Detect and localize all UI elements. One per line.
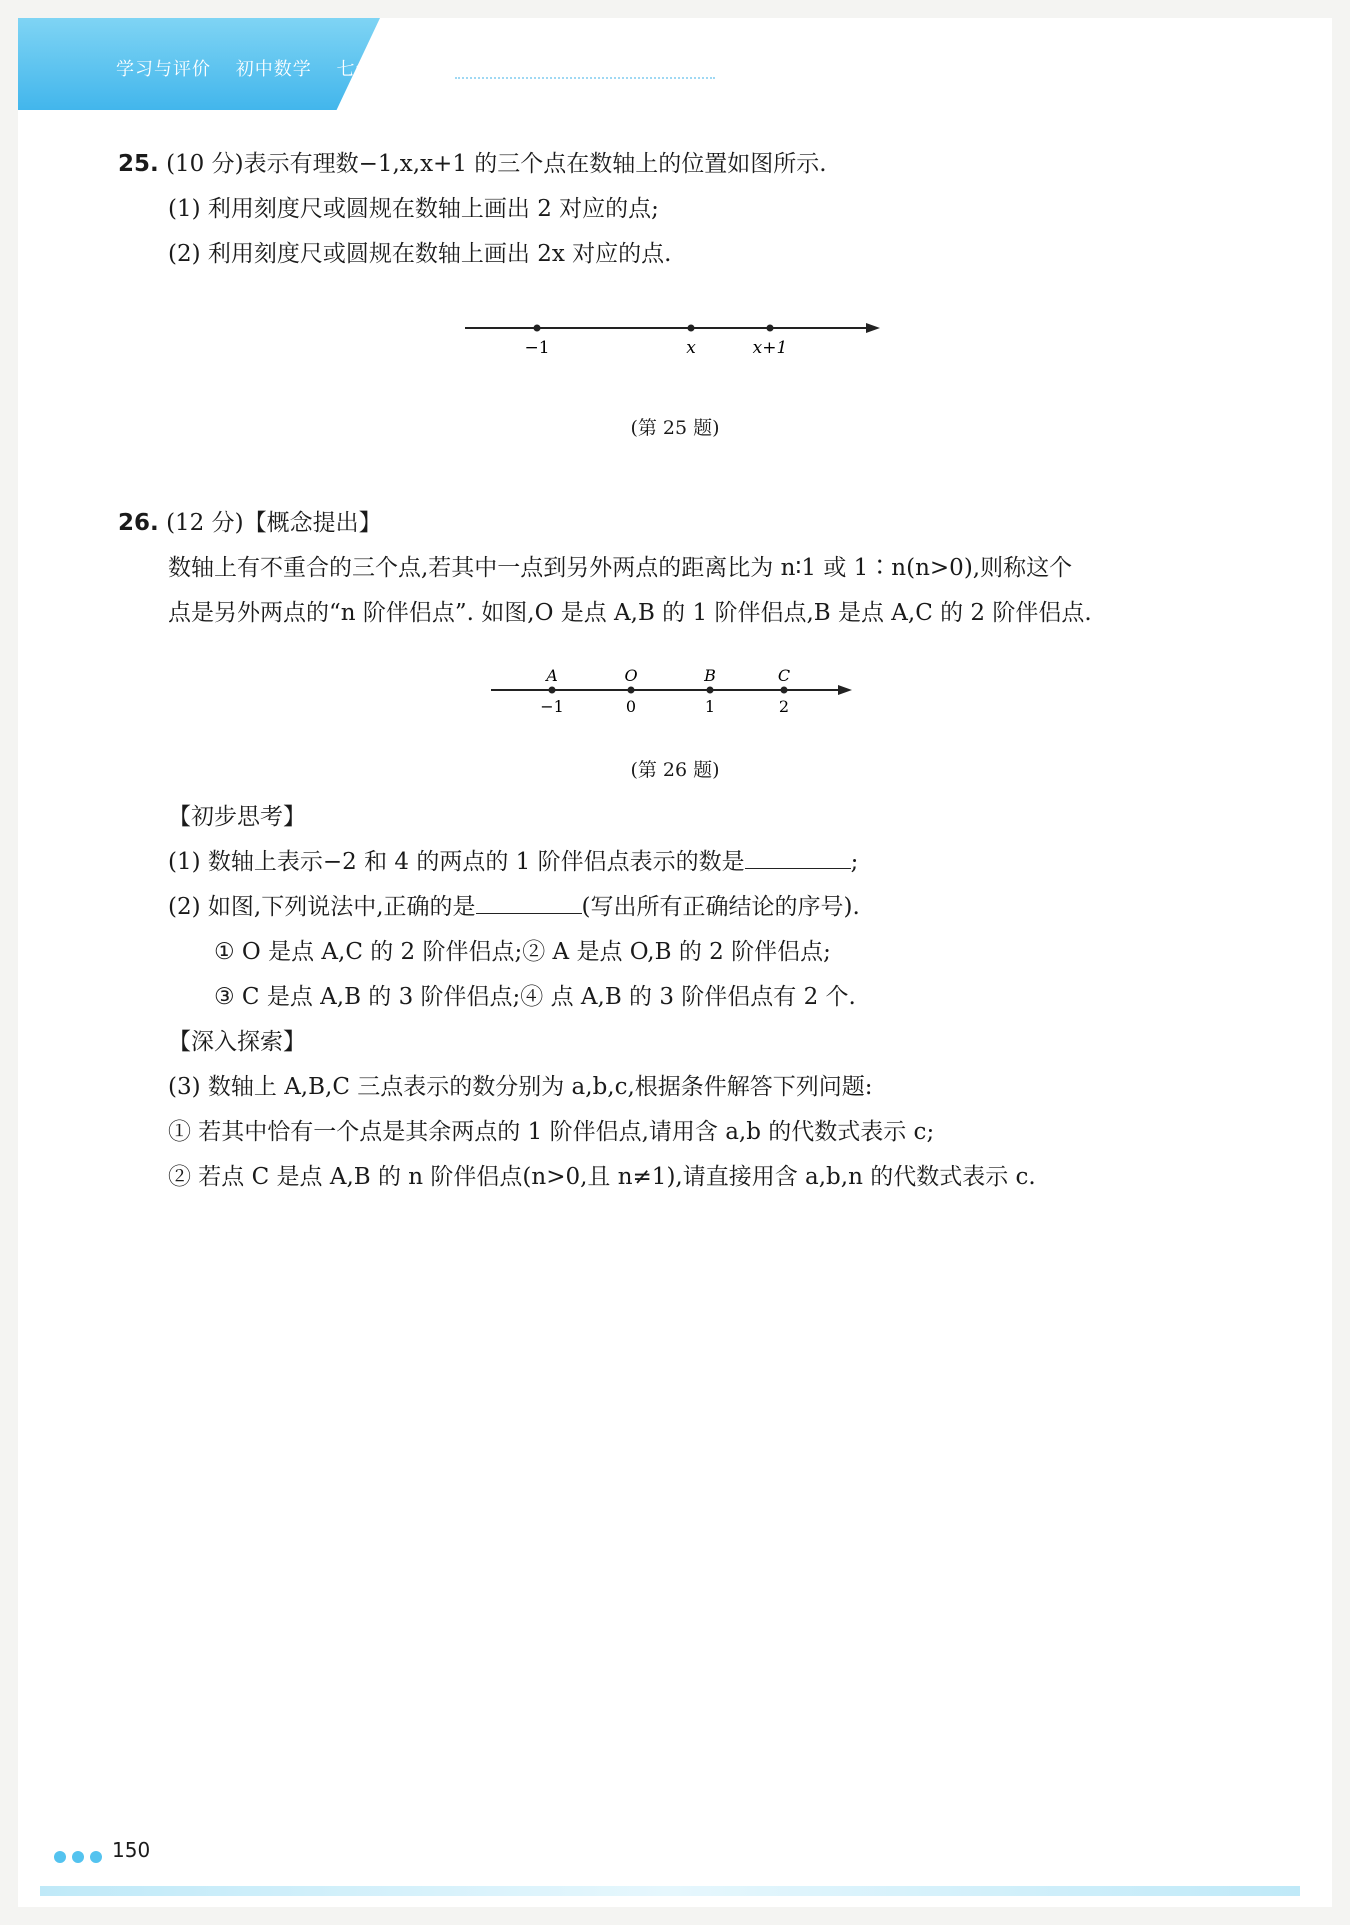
q26-value-0: 0 [625,697,637,716]
q26-part2-end: (写出所有正确结论的序号). [581,894,860,920]
q26-part3: (3) 数轴上 A,B,C 三点表示的数分别为 a,b,c,根据条件解答下列问题: [168,1074,873,1100]
page-number: 150 [112,1838,151,1862]
q26-definition-line2: 点是另外两点的“n 阶伴侣点”. 如图,O 是点 A,B 的 1 阶伴侣点,B 是点 A,C 的 2 阶伴侣点. [168,600,1092,626]
q26-stem: (12 分)【概念提出】 [166,510,382,536]
q26-axis-arrow [838,685,852,695]
q26-number-line [486,660,856,720]
q26-value-1: 1 [704,697,716,716]
header-grade: 七年级上册 [336,59,432,80]
q26-label-c: C [777,666,791,685]
q26-part2-answer-blank[interactable] [476,895,582,914]
q26-label-o: O [624,666,638,685]
q26-point-b [707,687,714,694]
q26-point-a [549,687,556,694]
q25-number: 25. [118,151,159,177]
q25-caption: (第 25 题) [630,417,720,439]
q25-stem: (10 分)表示有理数−1,x,x+1 的三个点在数轴上的位置如图所示. [166,151,827,177]
header-title [116,55,449,81]
q26-part2 [168,884,860,930]
q26-point-o [628,687,635,694]
q25-sub2: (2) 利用刻度尺或圆规在数轴上画出 2x 对应的点. [168,241,672,267]
q26-part2-text: (2) 如图,下列说法中,正确的是 [168,894,476,920]
header-subject: 初中数学 [235,59,312,80]
q26-part3b: ② 若点 C 是点 A,B 的 n 阶伴侣点(n>0,且 n≠1),请直接用含 a,b,n 的代数式表示 c. [168,1164,1036,1190]
header-book: 学习与评价 [116,59,211,80]
q26-label-b: B [704,666,716,685]
q26-part1-text: (1) 数轴上表示−2 和 4 的两点的 1 阶伴侣点表示的数是 [168,849,745,875]
q26-definition-line1: 数轴上有不重合的三个点,若其中一点到另外两点的距离比为 n∶1 或 1∶n(n>0),则称这个 [168,555,1073,581]
q26-number: 26. [118,510,159,536]
q26-part1-answer-blank[interactable] [745,850,851,869]
q26-part1 [168,839,858,885]
q26-label-a: A [546,666,558,685]
q26-options-3-4: ③ C 是点 A,B 的 3 阶伴侣点;④ 点 A,B 的 3 阶伴侣点有 2 个. [214,984,856,1010]
q26-part3a: ① 若其中恰有一个点是其余两点的 1 阶伴侣点,请用含 a,b 的代数式表示 c; [168,1119,935,1145]
q26-stem-line [118,500,382,546]
q26-options-1-2: ① O 是点 A,C 的 2 阶伴侣点;② A 是点 O,B 的 2 阶伴侣点; [214,939,831,965]
footer-dots-icon [54,1848,108,1867]
q25-point-neg1 [534,325,541,332]
q26-section-deep: 【深入探索】 [168,1029,306,1055]
q26-caption: (第 26 题) [630,759,720,781]
q25-label-x: x [686,338,696,358]
q25-stem-line [118,141,827,187]
q25-number-line [460,312,880,362]
q26-section-initial: 【初步思考】 [168,804,306,830]
header-dotted-line [455,77,715,79]
q26-point-c [781,687,788,694]
q25-label-neg1: −1 [524,338,550,358]
q26-value-2: 2 [778,697,790,716]
q26-part1-end: ; [850,849,859,875]
q25-axis-arrow [866,323,880,333]
footer-band [40,1886,1300,1896]
q26-value-neg1: −1 [540,697,564,716]
q25-point-x [688,325,695,332]
q25-label-x-plus-1: x+1 [752,338,788,358]
q25-sub1: (1) 利用刻度尺或圆规在数轴上画出 2 对应的点; [168,196,659,222]
q25-point-x-plus-1 [767,325,774,332]
